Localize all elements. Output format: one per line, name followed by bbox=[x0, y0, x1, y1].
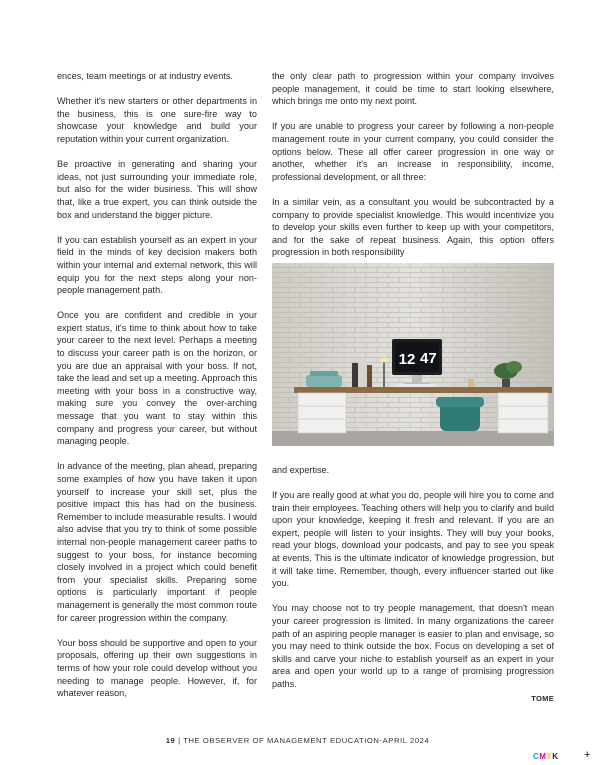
paragraph: Your boss should be supportive and open to your proposals, offering up their own suggestions in terms of how your role could develop without you needing to manage people. However, if, for whatever reason, bbox=[57, 637, 257, 699]
paragraph: In advance of the meeting, plan ahead, preparing some examples of how you have taken it upon yourself to increase your skill set, plus the positive impact this has had on the business. Remember to include measurable results. I would also advise that you try to think of some possible internal non-people management career paths to suggest to your boss, for instance becoming closely involved in a project which could benefit from your specialist skills. Preparing some options is particularly important if people management is generally the most common route for career progression within the company. bbox=[57, 461, 257, 623]
paragraph: If you are really good at what you do, people will hire you to come and train their employees. Teaching others will help you to clarify and build upon your knowledge, keeping it fresh and relevant. If you are an expert, people will listen to your insights. They will buy your books, read your blogs, download your podcasts, and pay to see you speak at events. This is the ultimate indicator of knowledge progression, but it will take time. Remember, though, every influencer started out like you. bbox=[272, 490, 554, 589]
paragraph: You may choose not to try people management, that doesn't mean your career progression is limited. In many organizations the career path of an aspiring people manager is easier to plan and envisage, so you may need to think outside the box. Focus on developing a set of skills and carve your niche to establish yourself as an expert in your area and open your world up to a range of promising progression paths. bbox=[272, 603, 554, 689]
registration-mark-icon: + bbox=[584, 749, 591, 761]
paragraph: Whether it's new starters or other departments in the business, this is one sure-fire way to showcase your knowledge and build your reputation within your current organization. bbox=[57, 96, 257, 144]
desk-photo bbox=[272, 263, 554, 446]
paragraph: If you can establish yourself as an expert in your field in the minds of key decision makers both within your internal and external network, this will equip you for the next steps along your non-people management path. bbox=[57, 234, 257, 296]
page-footer bbox=[0, 736, 595, 745]
paragraph: ences, team meetings or at industry events. bbox=[57, 71, 233, 81]
right-column bbox=[272, 70, 554, 705]
cmyk-m: M bbox=[539, 752, 547, 761]
paragraph: and expertise. bbox=[272, 464, 330, 475]
cmyk-print-mark bbox=[533, 752, 559, 761]
clock-hours: 12 bbox=[398, 350, 416, 368]
publication-name: THE OBSERVER OF MANAGEMENT EDUCATION-APRIL 2024 bbox=[183, 736, 430, 745]
desk-photo-illustration bbox=[272, 263, 554, 446]
paragraph: In a similar vein, as a consultant you would be subcontracted by a company to provide specialist knowledge. This would incentivize you to develop your skills even further to keep up with your competitors, and for the sake of repeat business. Again, this option offers progression in both responsibility bbox=[272, 196, 554, 258]
paragraph: Be proactive in generating and sharing your ideas, not just surrounding your immediate role, but also for the wider business. This will show that, like a true expert, you can think outside the box and understand the bigger picture. bbox=[57, 159, 257, 220]
paragraph: the only clear path to progression within your company involves people management, it could be time to start looking elsewhere, which brings me onto my next point. bbox=[272, 71, 554, 107]
page-number: 19 bbox=[165, 736, 176, 745]
left-column bbox=[57, 70, 257, 700]
paragraph: If you are unable to progress your career by following a non-people management route in your current company, you could consider the options below. These all offer career progression in one way or another, whether it's an increase in responsibility, income, professional development, or all three: bbox=[272, 121, 554, 182]
cmyk-y: Y bbox=[546, 752, 553, 761]
footer-separator: | bbox=[178, 736, 184, 745]
cmyk-c: C bbox=[533, 752, 540, 761]
author-signature: TOME bbox=[531, 693, 554, 703]
cmyk-k: K bbox=[552, 752, 559, 761]
clock-minutes: 47 bbox=[420, 349, 437, 367]
paragraph: Once you are confident and credible in your expert status, it's time to think about how to take your career to the next level. Perhaps a meeting to discuss your career path is on the horizon, or you are due an appraisal with your boss. If not, take the lead and set up a meeting. Approach this meeting with your boss in a constructive way, making sure you convey the over-arching message that you want to stay within this company and progress your career, but without managing people. bbox=[57, 310, 257, 447]
